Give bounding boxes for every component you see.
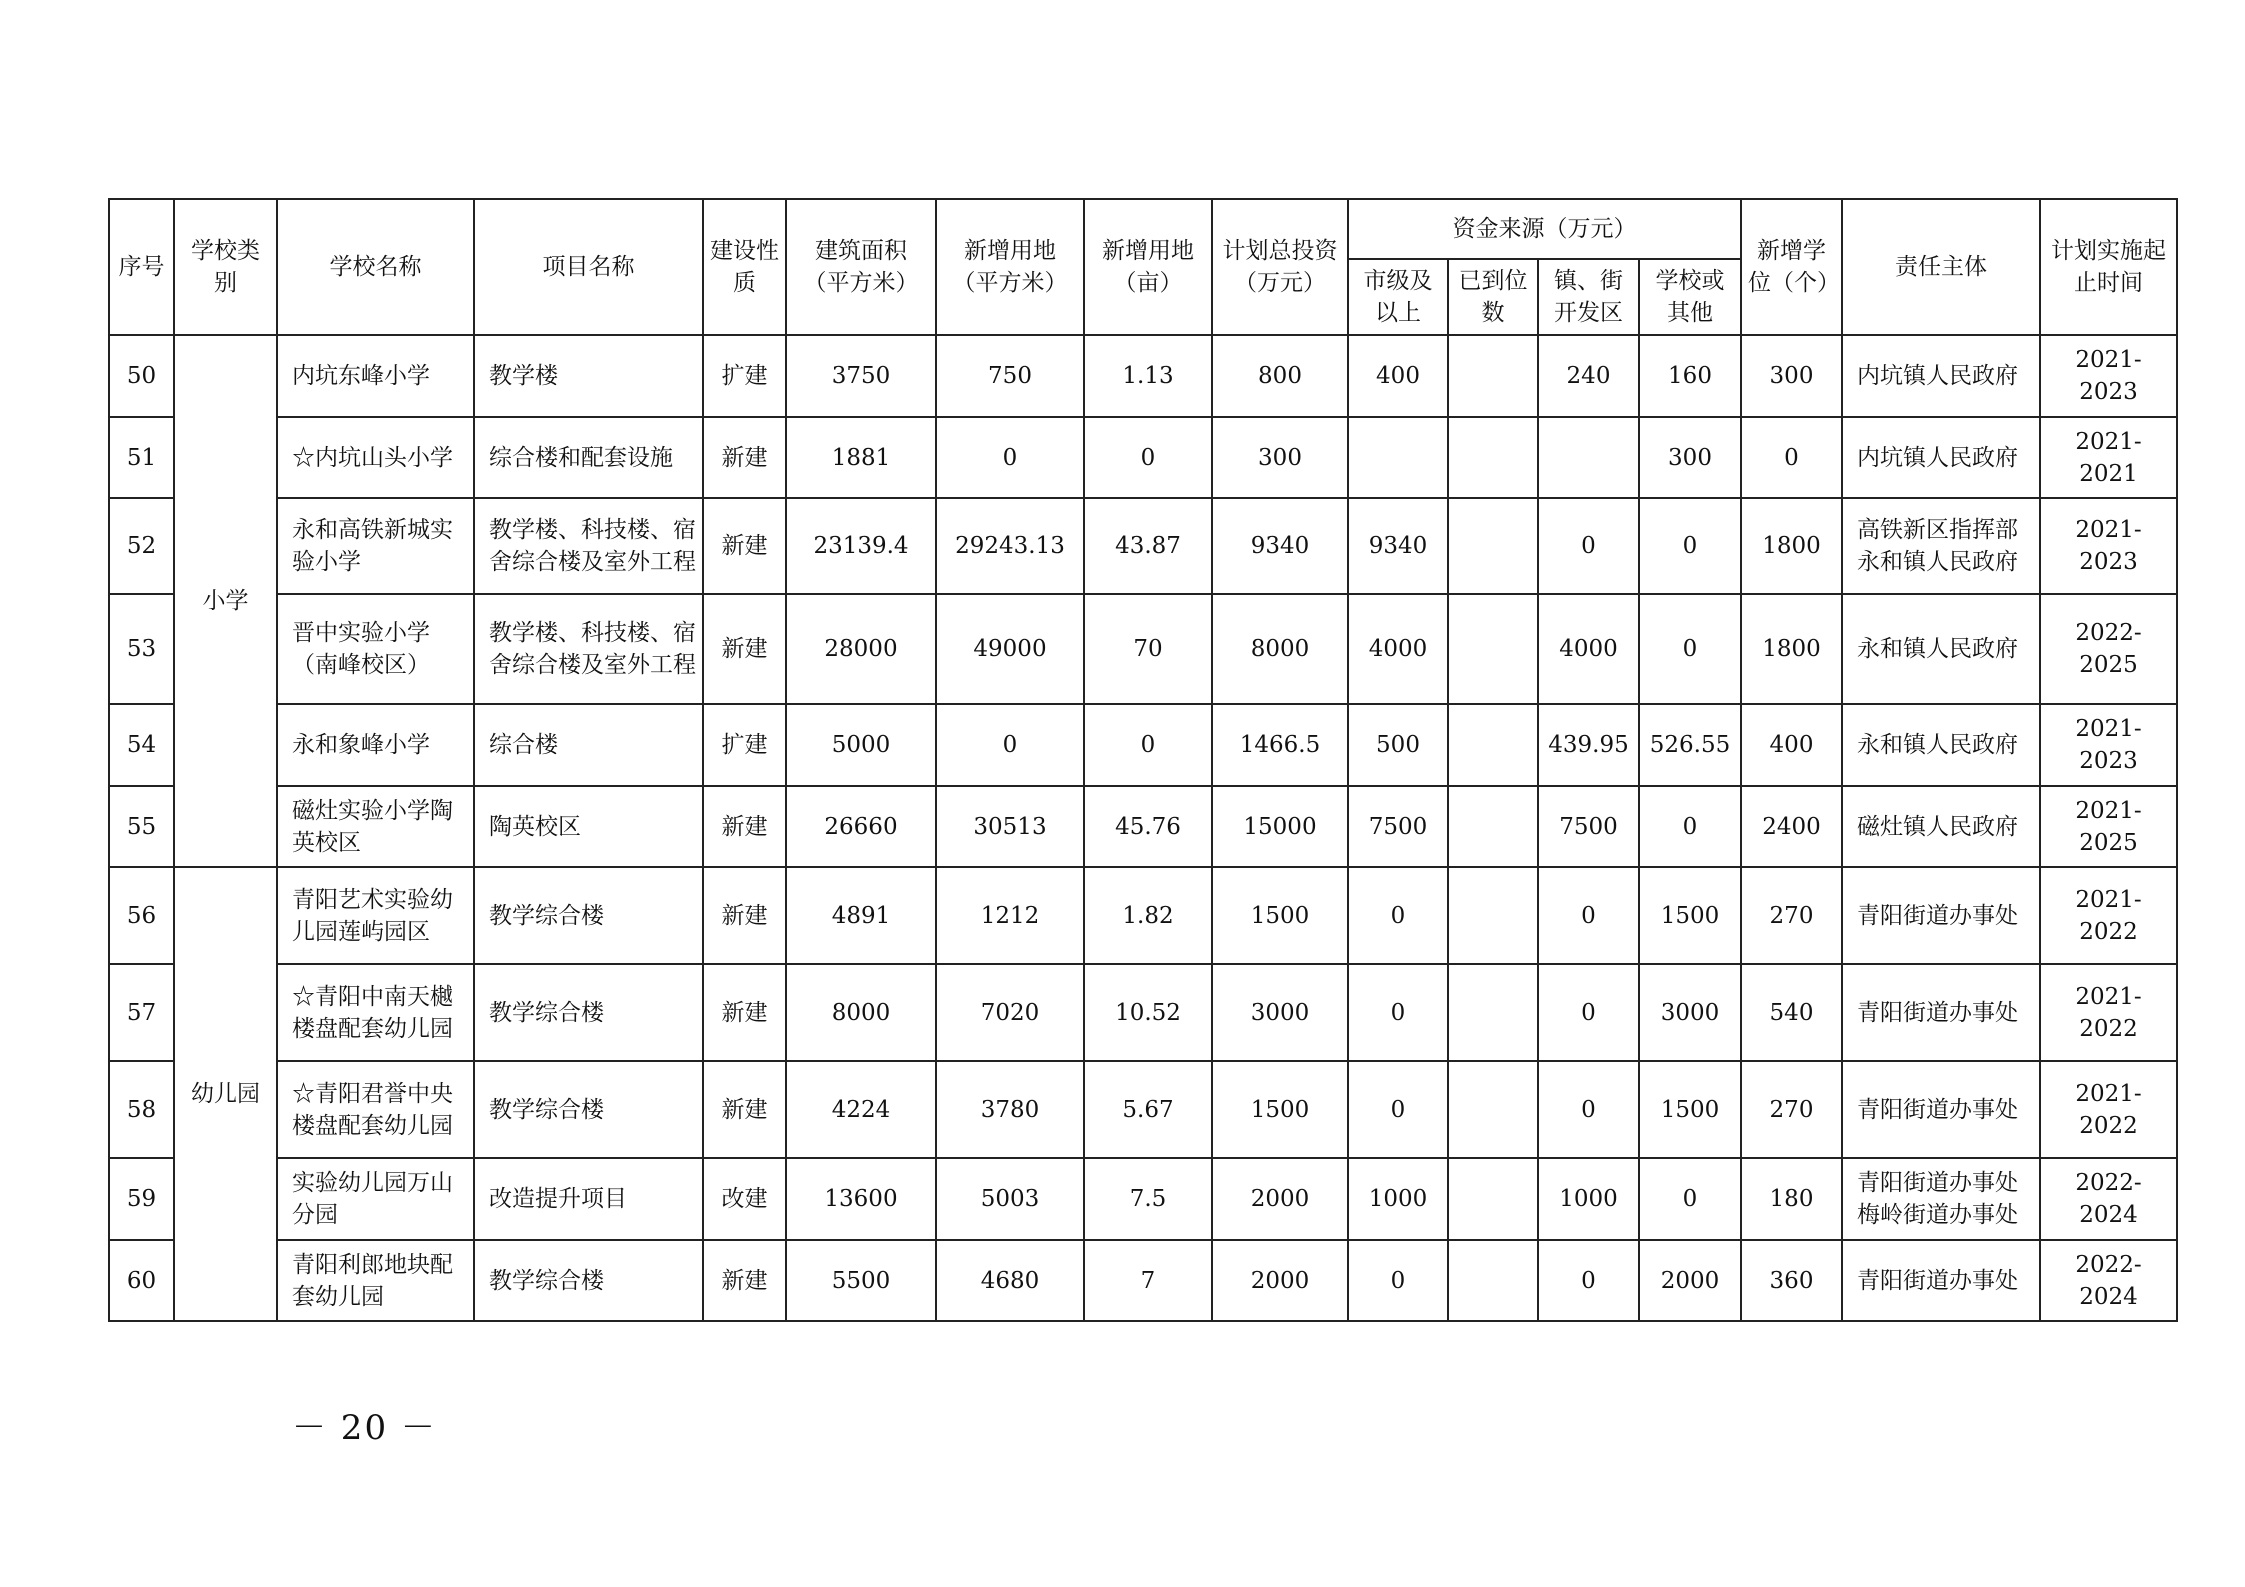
- school-name-cell: ☆青阳君誉中央楼盘配套幼儿园: [277, 1061, 474, 1158]
- row-number-cell: 56: [109, 867, 174, 964]
- table-row: [109, 867, 2177, 964]
- investment-cell: 9340: [1212, 498, 1348, 594]
- responsible-cell: 青阳街道办事处: [1842, 1061, 2040, 1158]
- fund-school-cell: 526.55: [1639, 704, 1741, 786]
- responsible-cell: 内坑镇人民政府: [1842, 417, 2040, 498]
- period-cell: 2021-2023: [2040, 498, 2177, 594]
- table-row: [109, 1158, 2177, 1240]
- floor-area-cell: 4224: [786, 1061, 936, 1158]
- investment-cell: 300: [1212, 417, 1348, 498]
- new-seats-cell: 0: [1741, 417, 1842, 498]
- fund-placed-cell: [1448, 1061, 1538, 1158]
- period-cell: 2021-2021: [2040, 417, 2177, 498]
- fund-city-cell: 0: [1348, 1240, 1448, 1321]
- fund-town-cell: 0: [1538, 498, 1639, 594]
- period-cell: 2022-2024: [2040, 1240, 2177, 1321]
- new-land-mu-cell: 5.67: [1084, 1061, 1212, 1158]
- floor-area-cell: 13600: [786, 1158, 936, 1240]
- floor-area-cell: 26660: [786, 786, 936, 867]
- floor-area-cell: 8000: [786, 964, 936, 1061]
- nature-cell: 新建: [703, 964, 786, 1061]
- nature-cell: 新建: [703, 867, 786, 964]
- new-land-m2-cell: 29243.13: [936, 498, 1084, 594]
- row-number-cell: 60: [109, 1240, 174, 1321]
- period-cell: 2021-2025: [2040, 786, 2177, 867]
- fund-town-cell: 4000: [1538, 594, 1639, 704]
- project-name-cell: 综合楼: [474, 704, 703, 786]
- responsible-cell: 永和镇人民政府: [1842, 594, 2040, 704]
- floor-area-cell: 5000: [786, 704, 936, 786]
- row-number-cell: 53: [109, 594, 174, 704]
- school-name-cell: 实验幼儿园万山分园: [277, 1158, 474, 1240]
- responsible-cell: 青阳街道办事处: [1842, 867, 2040, 964]
- school-name-cell: ☆青阳中南天樾楼盘配套幼儿园: [277, 964, 474, 1061]
- new-land-mu-cell: 7: [1084, 1240, 1212, 1321]
- fund-town-cell: 1000: [1538, 1158, 1639, 1240]
- school-name-cell: 晋中实验小学（南峰校区）: [277, 594, 474, 704]
- fund-school-cell: 0: [1639, 1158, 1741, 1240]
- period-cell: 2021-2023: [2040, 335, 2177, 417]
- table-row: [109, 498, 2177, 594]
- investment-cell: 3000: [1212, 964, 1348, 1061]
- period-cell: 2021-2022: [2040, 1061, 2177, 1158]
- fund-school-cell: 0: [1639, 594, 1741, 704]
- new-seats-cell: 540: [1741, 964, 1842, 1061]
- header-school-type: 学校类别: [174, 199, 277, 335]
- new-land-mu-cell: 0: [1084, 704, 1212, 786]
- school-type-cell: 小学: [174, 335, 277, 867]
- header-funding-source: 资金来源（万元）: [1348, 199, 1741, 259]
- investment-cell: 1500: [1212, 867, 1348, 964]
- floor-area-cell: 5500: [786, 1240, 936, 1321]
- header-new-land-mu: 新增用地（亩）: [1084, 199, 1212, 335]
- floor-area-cell: 3750: [786, 335, 936, 417]
- fund-town-cell: 0: [1538, 1240, 1639, 1321]
- responsible-cell: 青阳街道办事处: [1842, 1240, 2040, 1321]
- new-seats-cell: 400: [1741, 704, 1842, 786]
- fund-placed-cell: [1448, 1240, 1538, 1321]
- table-row: [109, 594, 2177, 704]
- investment-cell: 8000: [1212, 594, 1348, 704]
- period-cell: 2022-2024: [2040, 1158, 2177, 1240]
- period-cell: 2021-2022: [2040, 964, 2177, 1061]
- fund-city-cell: 0: [1348, 867, 1448, 964]
- new-land-m2-cell: 1212: [936, 867, 1084, 964]
- table-row: [109, 335, 2177, 417]
- fund-placed-cell: [1448, 867, 1538, 964]
- period-cell: 2021-2022: [2040, 867, 2177, 964]
- fund-placed-cell: [1448, 417, 1538, 498]
- new-seats-cell: 2400: [1741, 786, 1842, 867]
- school-name-cell: 磁灶实验小学陶英校区: [277, 786, 474, 867]
- period-cell: 2021-2023: [2040, 704, 2177, 786]
- fund-city-cell: 0: [1348, 964, 1448, 1061]
- responsible-cell: 内坑镇人民政府: [1842, 335, 2040, 417]
- project-name-cell: 综合楼和配套设施: [474, 417, 703, 498]
- school-name-cell: ☆内坑山头小学: [277, 417, 474, 498]
- responsible-cell: 永和镇人民政府: [1842, 704, 2040, 786]
- fund-town-cell: 0: [1538, 964, 1639, 1061]
- school-name-cell: 青阳艺术实验幼儿园莲屿园区: [277, 867, 474, 964]
- school-name-cell: 青阳利郎地块配套幼儿园: [277, 1240, 474, 1321]
- floor-area-cell: 28000: [786, 594, 936, 704]
- fund-placed-cell: [1448, 498, 1538, 594]
- fund-placed-cell: [1448, 1158, 1538, 1240]
- school-name-cell: 内坑东峰小学: [277, 335, 474, 417]
- row-number-cell: 59: [109, 1158, 174, 1240]
- project-name-cell: 教学综合楼: [474, 964, 703, 1061]
- table-row: [109, 964, 2177, 1061]
- new-land-mu-cell: 0: [1084, 417, 1212, 498]
- responsible-cell: 青阳街道办事处: [1842, 964, 2040, 1061]
- header-floor-area: 建筑面积（平方米）: [786, 199, 936, 335]
- fund-school-cell: 0: [1639, 498, 1741, 594]
- fund-school-cell: 300: [1639, 417, 1741, 498]
- investment-cell: 1466.5: [1212, 704, 1348, 786]
- header-fund-town: 镇、街开发区: [1538, 259, 1639, 335]
- table-row: [109, 417, 2177, 498]
- header-nature: 建设性质: [703, 199, 786, 335]
- table-row: [109, 786, 2177, 867]
- row-number-cell: 50: [109, 335, 174, 417]
- fund-city-cell: 500: [1348, 704, 1448, 786]
- project-name-cell: 教学楼、科技楼、宿舍综合楼及室外工程: [474, 498, 703, 594]
- responsible-cell: 青阳街道办事处梅岭街道办事处: [1842, 1158, 2040, 1240]
- project-name-cell: 陶英校区: [474, 786, 703, 867]
- new-land-m2-cell: 7020: [936, 964, 1084, 1061]
- new-seats-cell: 1800: [1741, 594, 1842, 704]
- fund-placed-cell: [1448, 594, 1538, 704]
- nature-cell: 新建: [703, 1240, 786, 1321]
- nature-cell: 新建: [703, 594, 786, 704]
- fund-town-cell: 0: [1538, 1061, 1639, 1158]
- fund-school-cell: 1500: [1639, 867, 1741, 964]
- project-name-cell: 教学综合楼: [474, 867, 703, 964]
- investment-cell: 800: [1212, 335, 1348, 417]
- new-seats-cell: 360: [1741, 1240, 1842, 1321]
- responsible-cell: 磁灶镇人民政府: [1842, 786, 2040, 867]
- row-number-cell: 52: [109, 498, 174, 594]
- fund-school-cell: 3000: [1639, 964, 1741, 1061]
- project-name-cell: 改造提升项目: [474, 1158, 703, 1240]
- header-period: 计划实施起止时间: [2040, 199, 2177, 335]
- floor-area-cell: 23139.4: [786, 498, 936, 594]
- fund-city-cell: 9340: [1348, 498, 1448, 594]
- table-row: [109, 1061, 2177, 1158]
- page-number: － 20 －: [292, 1408, 437, 1448]
- projects-table: [108, 198, 2178, 1322]
- new-seats-cell: 180: [1741, 1158, 1842, 1240]
- fund-city-cell: [1348, 417, 1448, 498]
- fund-placed-cell: [1448, 704, 1538, 786]
- nature-cell: 新建: [703, 417, 786, 498]
- new-land-m2-cell: 3780: [936, 1061, 1084, 1158]
- new-seats-cell: 270: [1741, 867, 1842, 964]
- fund-school-cell: 160: [1639, 335, 1741, 417]
- school-name-cell: 永和高铁新城实验小学: [277, 498, 474, 594]
- fund-city-cell: 1000: [1348, 1158, 1448, 1240]
- new-land-mu-cell: 70: [1084, 594, 1212, 704]
- table-row: [109, 1240, 2177, 1321]
- fund-town-cell: 0: [1538, 867, 1639, 964]
- fund-placed-cell: [1448, 786, 1538, 867]
- nature-cell: 改建: [703, 1158, 786, 1240]
- new-land-m2-cell: 30513: [936, 786, 1084, 867]
- header-project-name: 项目名称: [474, 199, 703, 335]
- row-number-cell: 51: [109, 417, 174, 498]
- new-land-mu-cell: 1.82: [1084, 867, 1212, 964]
- project-name-cell: 教学综合楼: [474, 1061, 703, 1158]
- header-fund-placed: 已到位数: [1448, 259, 1538, 335]
- period-cell: 2022-2025: [2040, 594, 2177, 704]
- new-seats-cell: 1800: [1741, 498, 1842, 594]
- new-land-mu-cell: 1.13: [1084, 335, 1212, 417]
- new-land-m2-cell: 5003: [936, 1158, 1084, 1240]
- nature-cell: 扩建: [703, 704, 786, 786]
- investment-cell: 15000: [1212, 786, 1348, 867]
- header-school-name: 学校名称: [277, 199, 474, 335]
- table-row: [109, 704, 2177, 786]
- new-seats-cell: 300: [1741, 335, 1842, 417]
- floor-area-cell: 1881: [786, 417, 936, 498]
- header-new-land-m2: 新增用地（平方米）: [936, 199, 1084, 335]
- header-seq: 序号: [109, 199, 174, 335]
- fund-school-cell: 1500: [1639, 1061, 1741, 1158]
- fund-town-cell: [1538, 417, 1639, 498]
- new-land-mu-cell: 43.87: [1084, 498, 1212, 594]
- new-seats-cell: 270: [1741, 1061, 1842, 1158]
- school-name-cell: 永和象峰小学: [277, 704, 474, 786]
- investment-cell: 2000: [1212, 1240, 1348, 1321]
- fund-placed-cell: [1448, 335, 1538, 417]
- project-name-cell: 教学综合楼: [474, 1240, 703, 1321]
- row-number-cell: 58: [109, 1061, 174, 1158]
- school-type-cell: 幼儿园: [174, 867, 277, 1321]
- new-land-m2-cell: 0: [936, 704, 1084, 786]
- header-new-seats: 新增学位（个）: [1741, 199, 1842, 335]
- fund-town-cell: 7500: [1538, 786, 1639, 867]
- row-number-cell: 54: [109, 704, 174, 786]
- nature-cell: 新建: [703, 1061, 786, 1158]
- floor-area-cell: 4891: [786, 867, 936, 964]
- new-land-m2-cell: 750: [936, 335, 1084, 417]
- nature-cell: 扩建: [703, 335, 786, 417]
- new-land-mu-cell: 45.76: [1084, 786, 1212, 867]
- new-land-mu-cell: 10.52: [1084, 964, 1212, 1061]
- fund-school-cell: 2000: [1639, 1240, 1741, 1321]
- new-land-m2-cell: 4680: [936, 1240, 1084, 1321]
- row-number-cell: 55: [109, 786, 174, 867]
- fund-city-cell: 7500: [1348, 786, 1448, 867]
- table-body: [109, 335, 2177, 1321]
- fund-town-cell: 240: [1538, 335, 1639, 417]
- fund-town-cell: 439.95: [1538, 704, 1639, 786]
- nature-cell: 新建: [703, 498, 786, 594]
- fund-city-cell: 4000: [1348, 594, 1448, 704]
- fund-school-cell: 0: [1639, 786, 1741, 867]
- fund-placed-cell: [1448, 964, 1538, 1061]
- header-fund-city: 市级及以上: [1348, 259, 1448, 335]
- header-fund-school: 学校或其他: [1639, 259, 1741, 335]
- nature-cell: 新建: [703, 786, 786, 867]
- fund-city-cell: 0: [1348, 1061, 1448, 1158]
- fund-city-cell: 400: [1348, 335, 1448, 417]
- header-total-investment: 计划总投资（万元）: [1212, 199, 1348, 335]
- row-number-cell: 57: [109, 964, 174, 1061]
- investment-cell: 2000: [1212, 1158, 1348, 1240]
- project-name-cell: 教学楼: [474, 335, 703, 417]
- responsible-cell: 高铁新区指挥部永和镇人民政府: [1842, 498, 2040, 594]
- investment-cell: 1500: [1212, 1061, 1348, 1158]
- project-name-cell: 教学楼、科技楼、宿舍综合楼及室外工程: [474, 594, 703, 704]
- new-land-m2-cell: 0: [936, 417, 1084, 498]
- new-land-m2-cell: 49000: [936, 594, 1084, 704]
- header-responsible: 责任主体: [1842, 199, 2040, 335]
- new-land-mu-cell: 7.5: [1084, 1158, 1212, 1240]
